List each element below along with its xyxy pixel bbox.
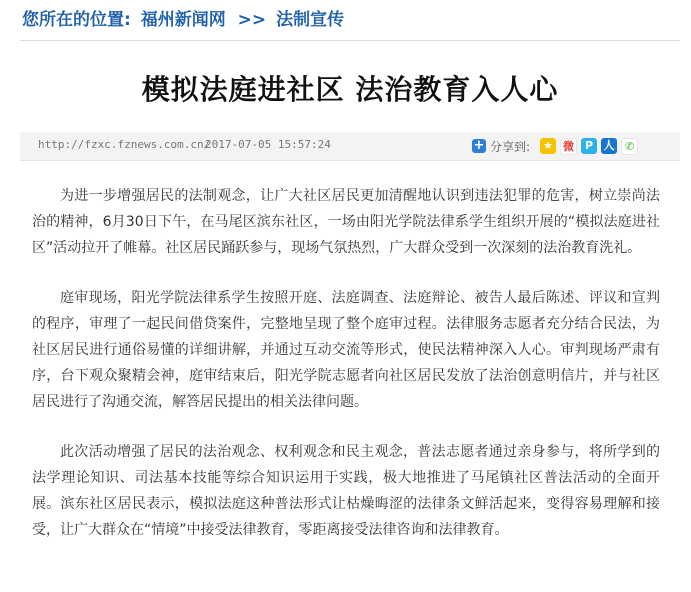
share-plus-icon[interactable]: +	[473, 138, 485, 153]
article-paragraph: 庭审现场，阳光学院法律系学生按照开庭、法庭调查、法庭辩论、被告人最后陈述、评议和宣判的程序，审理了一起民间借贷案件，完整地呈现了整个庭审过程。法律服务志愿者充分结合民法，为社区居民进行通俗易懂的详细讲解，并通过互动交流等形式，使民法精神深入人心。审判现场严肃有序，台下观众聚精会神，庭审结束后，阳光学院志愿者向社区居民发放了法治创意明信片，并与社区居民进行了沟通交流，解答居民提出的相关法律问题。	[32, 290, 660, 410]
qzone-icon[interactable]: ★	[540, 138, 556, 154]
article-meta-bar	[20, 132, 680, 161]
article-paragraph: 此次活动增强了居民的法治观念、权利观念和民主观念，普法志愿者通过亲身参与，将所学到的法学理论知识、司法基本技能等综合知识运用于实践，极大地推进了马尾镇社区普法活动的全面开展。滨东社区居民表示，模拟法庭这种普法形式让枯燥晦涩的法律条文鲜活起来，变得容易理解和接受，让广大群众在“情境”中接受法律教育，零距离接受法律咨询和法律教育。	[32, 444, 660, 538]
weibo-icon[interactable]: 微	[560, 138, 577, 155]
article-date: 2017-07-05 15:57:24	[205, 138, 331, 151]
breadcrumb-link-section[interactable]: 法制宣传	[276, 10, 345, 30]
breadcrumb-separator: >>	[237, 10, 267, 30]
article-title: 模拟法庭进社区 法治教育入人心	[141, 73, 559, 106]
article-paragraph: 为进一步增强居民的法制观念，让广大社区居民更加清醒地认识到违法犯罪的危害，树立崇尚法治的精神，6月30日下午，在马尾区滨东社区，一场由阳光学院法律系学生组织开展的“模拟法庭进社区”活动拉开了帷幕。社区居民踊跃参与，现场气氛热烈，广大群众受到一次深刻的法治教育洗礼。	[32, 188, 660, 256]
article-source-url[interactable]: http://fzxc.fznews.com.cn/	[38, 138, 211, 151]
header-divider	[20, 40, 680, 41]
breadcrumb-link-site[interactable]: 福州新闻网	[140, 10, 226, 30]
wechat-icon[interactable]: ✆	[621, 138, 638, 155]
article-body	[32, 183, 660, 567]
tencent-weibo-icon[interactable]: P	[581, 138, 597, 154]
breadcrumb	[22, 8, 344, 32]
share-bar	[472, 136, 638, 156]
renren-icon[interactable]: 人	[601, 138, 617, 154]
share-label: 分享到:	[490, 139, 531, 154]
breadcrumb-prefix: 您所在的位置:	[22, 10, 131, 30]
